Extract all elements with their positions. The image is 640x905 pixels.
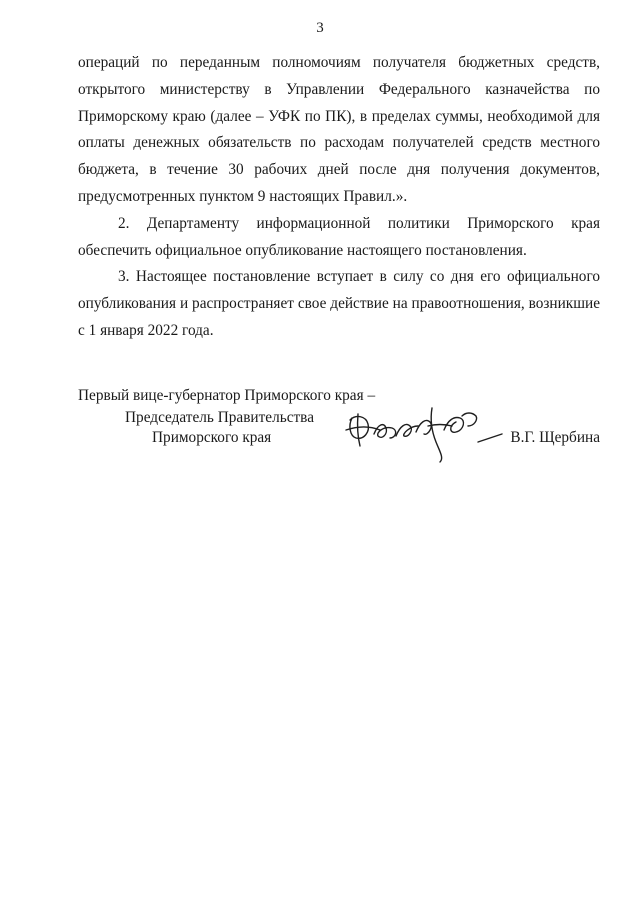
signatory-title-line-1: Первый вице-губернатор Приморского края – bbox=[78, 387, 376, 404]
signatory-title-line-2: Председатель Правительства bbox=[125, 409, 314, 426]
paragraph-item-3: 3. Настоящее постановление вступает в силу со дня его официального опубликования и распространяет свое действие на правоотношения, возникшие с 1 января 2022 года. bbox=[78, 268, 600, 339]
handwritten-signature bbox=[340, 396, 505, 468]
page-number: 3 bbox=[316, 20, 324, 36]
paragraph-continuation: операций по переданным полномочиям получателя бюджетных средств, открытого министерству в Управлении Федерального казначейства по Приморскому краю (далее – УФК по ПК), в пределах суммы, необходимой для оплаты денежных обязательств по расходам получателей средств местного бюджета, в течение 30 рабочих дней после дня получения документов, предусмотренных пунктом 9 настоящих Правил.». bbox=[78, 54, 600, 205]
signatory-title-line-3: Приморского края bbox=[152, 429, 272, 446]
paragraph-item-2: 2. Департаменту информационной политики Приморского края обеспечить официальное опубликование настоящего постановления. bbox=[78, 214, 600, 259]
signatory-name: В.Г. Щербина bbox=[510, 429, 600, 446]
